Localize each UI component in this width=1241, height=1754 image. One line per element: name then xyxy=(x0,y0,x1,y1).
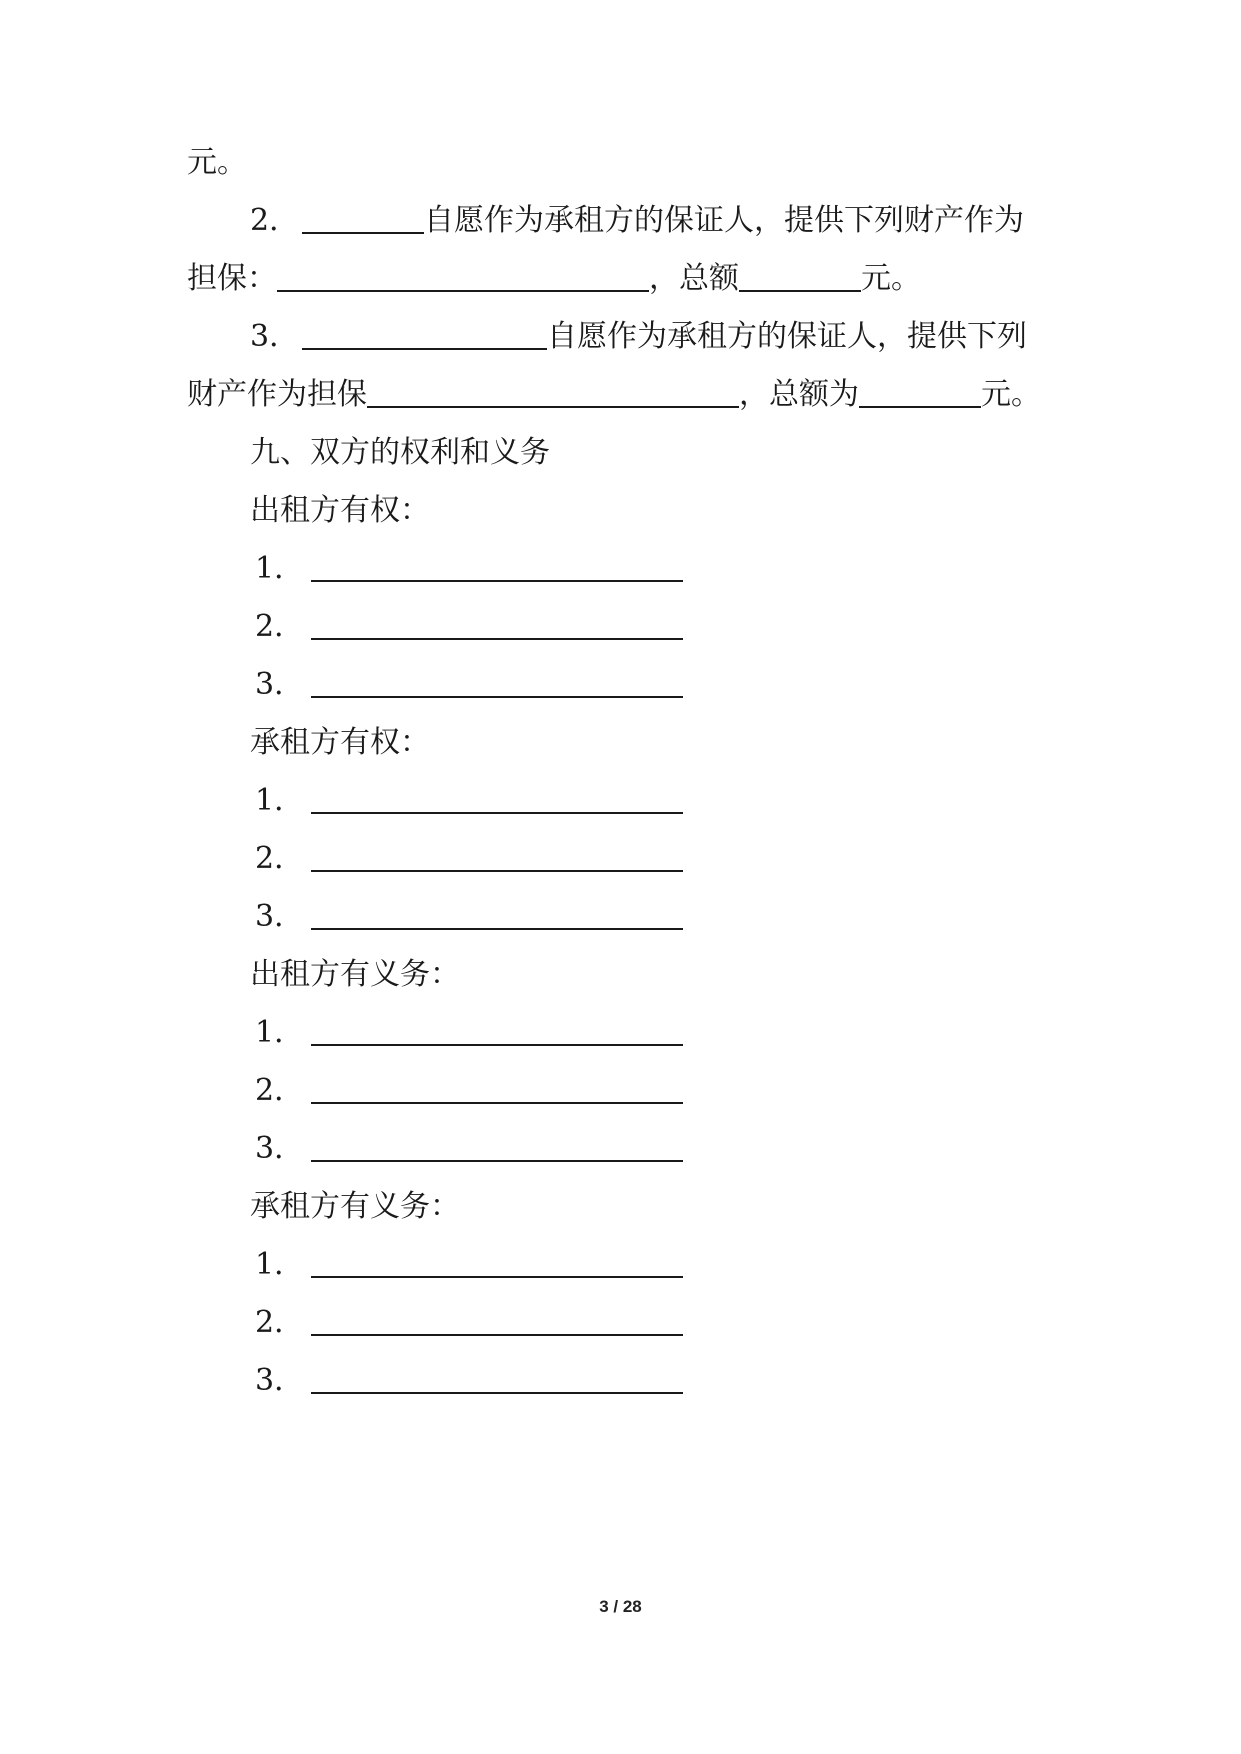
item-number: 3． xyxy=(255,899,305,934)
blank-field[interactable] xyxy=(311,1246,683,1278)
group-title-text: 承租方有权： xyxy=(250,725,430,760)
item-number: 2． xyxy=(255,1073,305,1108)
list-item xyxy=(255,549,683,589)
page-number: 3 / 28 xyxy=(599,1597,642,1616)
blank-field-amount[interactable] xyxy=(739,260,861,292)
item-number: 3． xyxy=(255,1131,305,1166)
section-heading xyxy=(250,433,550,473)
blank-field[interactable] xyxy=(311,1304,683,1336)
blank-field[interactable] xyxy=(311,1130,683,1162)
blank-field[interactable] xyxy=(311,608,683,640)
list-item xyxy=(255,897,683,937)
paragraph-text: 元。 xyxy=(981,377,1041,412)
group-title-text: 承租方有义务： xyxy=(250,1189,460,1224)
item-number: 2． xyxy=(255,609,305,644)
item-number: 2． xyxy=(250,203,300,238)
paragraph-2-line-2 xyxy=(187,259,921,299)
item-number: 1． xyxy=(255,783,305,818)
paragraph-text: 担保： xyxy=(187,261,277,296)
blank-field[interactable] xyxy=(311,1072,683,1104)
paragraph-text: 自愿作为承租方的保证人，提供下列财产作为 xyxy=(424,203,1024,238)
item-number: 2． xyxy=(255,841,305,876)
group-title xyxy=(250,491,430,531)
list-item xyxy=(255,607,683,647)
item-number: 2． xyxy=(255,1305,305,1340)
group-title-text: 出租方有义务： xyxy=(250,957,460,992)
item-number: 1． xyxy=(255,1015,305,1050)
paragraph-3-line-2 xyxy=(187,375,1041,415)
paragraph-text: ，总额为 xyxy=(739,377,859,412)
group-title xyxy=(250,955,460,995)
list-item xyxy=(255,1361,683,1401)
section-heading-text: 九、双方的权利和义务 xyxy=(250,435,550,470)
list-item xyxy=(255,1303,683,1343)
list-item xyxy=(255,1129,683,1169)
blank-field[interactable] xyxy=(311,898,683,930)
paragraph-text: ，总额 xyxy=(649,261,739,296)
blank-field[interactable] xyxy=(311,666,683,698)
blank-field[interactable] xyxy=(311,1362,683,1394)
list-item xyxy=(255,1013,683,1053)
group-title-text: 出租方有权： xyxy=(250,493,430,528)
blank-field-guarantor[interactable] xyxy=(302,318,547,350)
paragraph-text: 元。 xyxy=(187,145,247,180)
list-item xyxy=(255,665,683,705)
blank-field[interactable] xyxy=(311,782,683,814)
blank-field-collateral[interactable] xyxy=(277,260,649,292)
item-number: 1． xyxy=(255,1247,305,1282)
paragraph-2-line-1 xyxy=(250,201,1024,241)
item-number: 1． xyxy=(255,551,305,586)
blank-field-amount[interactable] xyxy=(859,376,981,408)
paragraph-fragment xyxy=(187,143,247,183)
paragraph-text: 自愿作为承租方的保证人，提供下列 xyxy=(547,319,1027,354)
blank-field-collateral[interactable] xyxy=(367,376,739,408)
item-number: 3． xyxy=(255,667,305,702)
item-number: 3． xyxy=(250,319,300,354)
item-number: 3． xyxy=(255,1363,305,1398)
paragraph-text: 财产作为担保 xyxy=(187,377,367,412)
blank-field[interactable] xyxy=(311,840,683,872)
blank-field[interactable] xyxy=(311,1014,683,1046)
list-item xyxy=(255,839,683,879)
list-item xyxy=(255,1245,683,1285)
blank-field-guarantor[interactable] xyxy=(302,202,424,234)
paragraph-text: 元。 xyxy=(861,261,921,296)
group-title xyxy=(250,723,430,763)
list-item xyxy=(255,1071,683,1111)
blank-field[interactable] xyxy=(311,550,683,582)
group-title xyxy=(250,1187,460,1227)
paragraph-3-line-1 xyxy=(250,317,1027,357)
list-item xyxy=(255,781,683,821)
